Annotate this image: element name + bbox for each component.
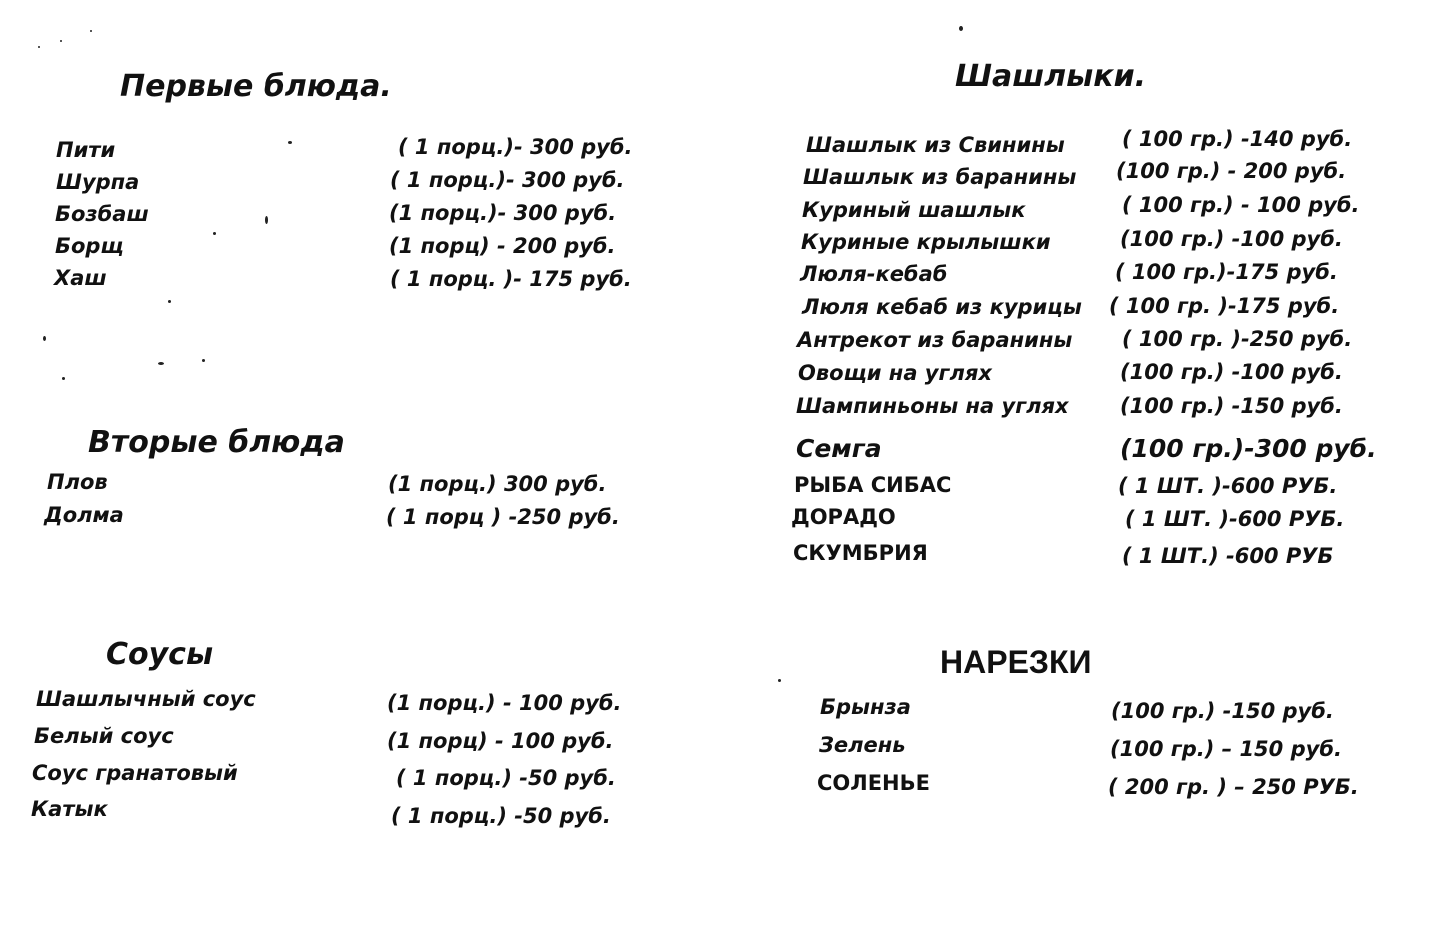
section-title-first-courses: Первые блюда. [120,69,392,104]
section-title-cuts: НАРЕЗКИ [940,644,1092,680]
section-title-second-courses: Вторые блюда [88,425,345,460]
menu-item-price: ( 1 ШТ. )-600 РУБ. [1125,507,1345,531]
menu-item-name: Шашлык из Свинины [806,133,1065,157]
scan-speck [778,679,781,682]
menu-item-price: ( 100 гр.) - 100 руб. [1122,193,1360,217]
menu-item-name: СКУМБРИЯ [793,541,928,565]
menu-item-name: Антрекот из баранины [797,328,1073,352]
menu-item-price: (100 гр.) - 200 руб. [1116,159,1347,183]
menu-item-price: (1 порц) - 200 руб. [389,234,616,258]
menu-item-price: (100 гр.)-300 руб. [1120,434,1377,463]
menu-item-name: Люля кебаб из курицы [802,295,1082,319]
menu-item-price: ( 1 порц.)- 300 руб. [398,135,633,159]
menu-item-name: Овощи на углях [798,361,992,385]
menu-item-price: (100 гр.) – 150 руб. [1110,737,1342,761]
menu-item-name: Плов [47,470,108,494]
scan-speck [168,300,171,303]
menu-item-price: ( 100 гр.) -140 руб. [1122,127,1353,151]
section-title-sauces: Соусы [106,637,214,672]
menu-item-name: Куриные крылышки [801,230,1051,254]
menu-item-price: ( 1 порц.) -50 руб. [396,766,616,790]
menu-item-price: (1 порц.) - 100 руб. [387,691,622,715]
menu-item-name: Борщ [55,234,124,258]
section-title-shashlik: Шашлыки. [955,59,1147,94]
menu-item-name: Пити [56,138,116,162]
menu-item-name: Долма [44,503,124,527]
menu-item-name: Шампиньоны на углях [796,394,1069,418]
menu-item-name: Катык [31,797,108,821]
menu-item-name: ДОРАДО [791,505,896,529]
menu-item-price: (100 гр.) -100 руб. [1120,360,1343,384]
menu-item-price: (100 гр.) -100 руб. [1120,227,1343,251]
menu-item-price: (1 порц.) 300 руб. [388,472,607,496]
scan-speck [213,232,216,235]
scan-speck [62,377,65,380]
menu-item-name: Люля-кебаб [800,262,948,286]
scan-speck [959,26,963,31]
menu-item-name: Зелень [819,733,906,757]
menu-item-name: Соус гранатовый [32,761,238,785]
scan-speck [90,30,92,32]
menu-item-name: Шашлычный соус [36,687,256,711]
menu-item-name: РЫБА СИБАС [794,473,952,497]
menu-item-name: Брынза [820,695,911,719]
menu-item-name: Семга [796,434,882,463]
scan-speck [202,359,205,362]
menu-item-name: Шурпа [56,170,140,194]
menu-item-price: ( 100 гр. )-175 руб. [1109,294,1340,318]
menu-item-name: Белый соус [34,724,174,748]
scan-speck [288,141,292,144]
menu-item-price: (100 гр.) -150 руб. [1111,699,1334,723]
scan-speck [60,40,62,42]
scan-speck [265,216,268,224]
scan-speck [158,362,164,365]
menu-item-price: ( 100 гр.)-175 руб. [1115,260,1338,284]
menu-item-price: ( 1 порц. )- 175 руб. [390,267,632,291]
menu-item-price: ( 1 порц.)- 300 руб. [390,168,625,192]
menu-item-name: Куриный шашлык [802,198,1026,222]
scan-speck [38,46,40,48]
scan-speck [43,336,46,341]
menu-item-price: ( 1 ШТ. )-600 РУБ. [1118,474,1338,498]
menu-item-price: ( 1 ШТ.) -600 РУБ [1122,544,1334,568]
menu-item-name: СОЛЕНЬЕ [817,771,930,795]
menu-item-price: ( 1 порц.) -50 руб. [391,804,611,828]
menu-item-price: (100 гр.) -150 руб. [1120,394,1343,418]
menu-item-price: (1 порц.)- 300 руб. [389,201,617,225]
menu-item-price: ( 100 гр. )-250 руб. [1122,327,1353,351]
menu-item-price: ( 1 порц ) -250 руб. [386,505,620,529]
menu-item-name: Бозбаш [55,202,149,226]
menu-item-price: ( 200 гр. ) – 250 РУБ. [1108,775,1359,799]
menu-item-price: (1 порц) - 100 руб. [387,729,614,753]
menu-item-name: Шашлык из баранины [803,165,1077,189]
menu-item-name: Хаш [54,266,107,290]
